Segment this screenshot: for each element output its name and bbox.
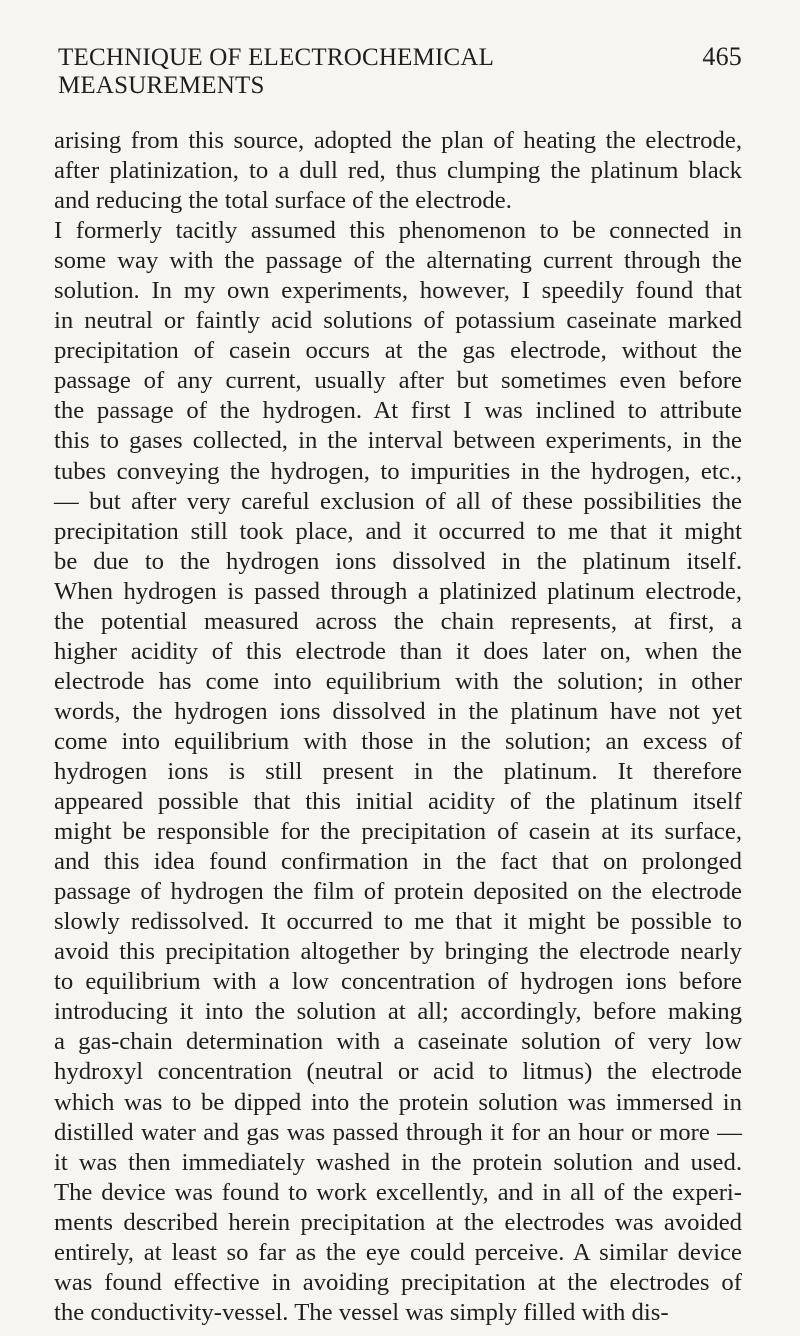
text-line: a gas-chain determination with a caseinate solution of very low <box>54 1028 742 1056</box>
text-line: higher acidity of this electrode than it does later on, when the <box>54 637 742 665</box>
text-line: after platinization, to a dull red, thus clumping the platinum black <box>54 157 742 185</box>
text-line: arising from this source, adopted the plan of heating the electrode, <box>54 127 742 154</box>
text-line: tubes conveying the hydrogen, to impurities in the hydrogen, etc., <box>54 457 742 485</box>
text-line: The device was found to work excellently, and in all of the experi- <box>54 1178 742 1206</box>
text-line: and reducing the total surface of the electrode. <box>54 187 512 215</box>
text-line: avoid this precipitation altogether by bringing the electrode nearly <box>54 938 742 966</box>
text-line: solution. In my own experiments, however, I speedily found that <box>54 277 742 305</box>
text-line: introducing it into the solution at all; accordingly, before making <box>54 998 742 1026</box>
text-line: entirely, at least so far as the eye could perceive. A similar device <box>54 1238 742 1266</box>
body-text <box>54 126 742 1328</box>
text-line: some way with the passage of the alternating current through the <box>54 247 742 275</box>
text-line: hydroxyl concentration (neutral or acid to litmus) the electrode <box>54 1058 742 1086</box>
text-line: the conductivity-vessel. The vessel was simply filled with dis- <box>54 1298 669 1326</box>
text-line: this to gases collected, in the interval between experiments, in the <box>54 427 742 455</box>
text-line: to equilibrium with a low concentration of hydrogen ions before <box>54 968 742 996</box>
text-line: words, the hydrogen ions dissolved in the platinum have not yet <box>54 697 742 725</box>
text-line: passage of any current, usually after but sometimes even before <box>54 367 742 395</box>
text-line: distilled water and gas was passed through it for an hour or more — <box>54 1118 742 1146</box>
paragraph-2 <box>54 216 742 1328</box>
text-line: — but after very careful exclusion of all of these possibilities the <box>54 487 742 515</box>
text-line: it was then immediately washed in the protein solution and used. <box>54 1148 742 1176</box>
text-line: and this idea found confirmation in the fact that on prolonged <box>54 848 742 876</box>
text-line: appeared possible that this initial acidity of the platinum itself <box>54 788 742 816</box>
text-line: electrode has come into equilibrium with the solution; in other <box>54 667 742 695</box>
text-line: slowly redissolved. It occurred to me that it might be possible to <box>54 908 742 936</box>
text-line: I formerly tacitly assumed this phenomenon to be connected in <box>54 217 742 245</box>
running-head <box>54 42 742 100</box>
text-line: When hydrogen is passed through a platinized platinum electrode, <box>54 577 742 605</box>
text-line: which was to be dipped into the protein solution was immersed in <box>54 1088 742 1116</box>
text-line: the passage of the hydrogen. At first I was inclined to attribute <box>54 397 742 425</box>
text-line: precipitation of casein occurs at the gas electrode, without the <box>54 337 742 365</box>
text-line: come into equilibrium with those in the solution; an excess of <box>54 727 742 755</box>
text-line: precipitation still took place, and it occurred to me that it might <box>54 517 742 545</box>
text-line: was found effective in avoiding precipitation at the electrodes of <box>54 1268 742 1296</box>
text-line: passage of hydrogen the film of protein deposited on the electrode <box>54 878 742 906</box>
text-line: be due to the hydrogen ions dissolved in the platinum itself. <box>54 547 742 575</box>
page-number: 465 <box>702 42 742 71</box>
text-line: ments described herein precipitation at the electrodes was avoided <box>54 1208 742 1236</box>
text-line: the potential measured across the chain represents, at first, a <box>54 607 742 635</box>
running-title: TECHNIQUE OF ELECTROCHEMICAL MEASUREMENTS <box>58 44 494 99</box>
paragraph-1 <box>54 126 742 216</box>
text-line: might be responsible for the precipitation of casein at its surface, <box>54 818 742 846</box>
text-line: in neutral or faintly acid solutions of potassium caseinate marked <box>54 307 742 335</box>
text-line: hydrogen ions is still present in the platinum. It therefore <box>54 757 742 785</box>
